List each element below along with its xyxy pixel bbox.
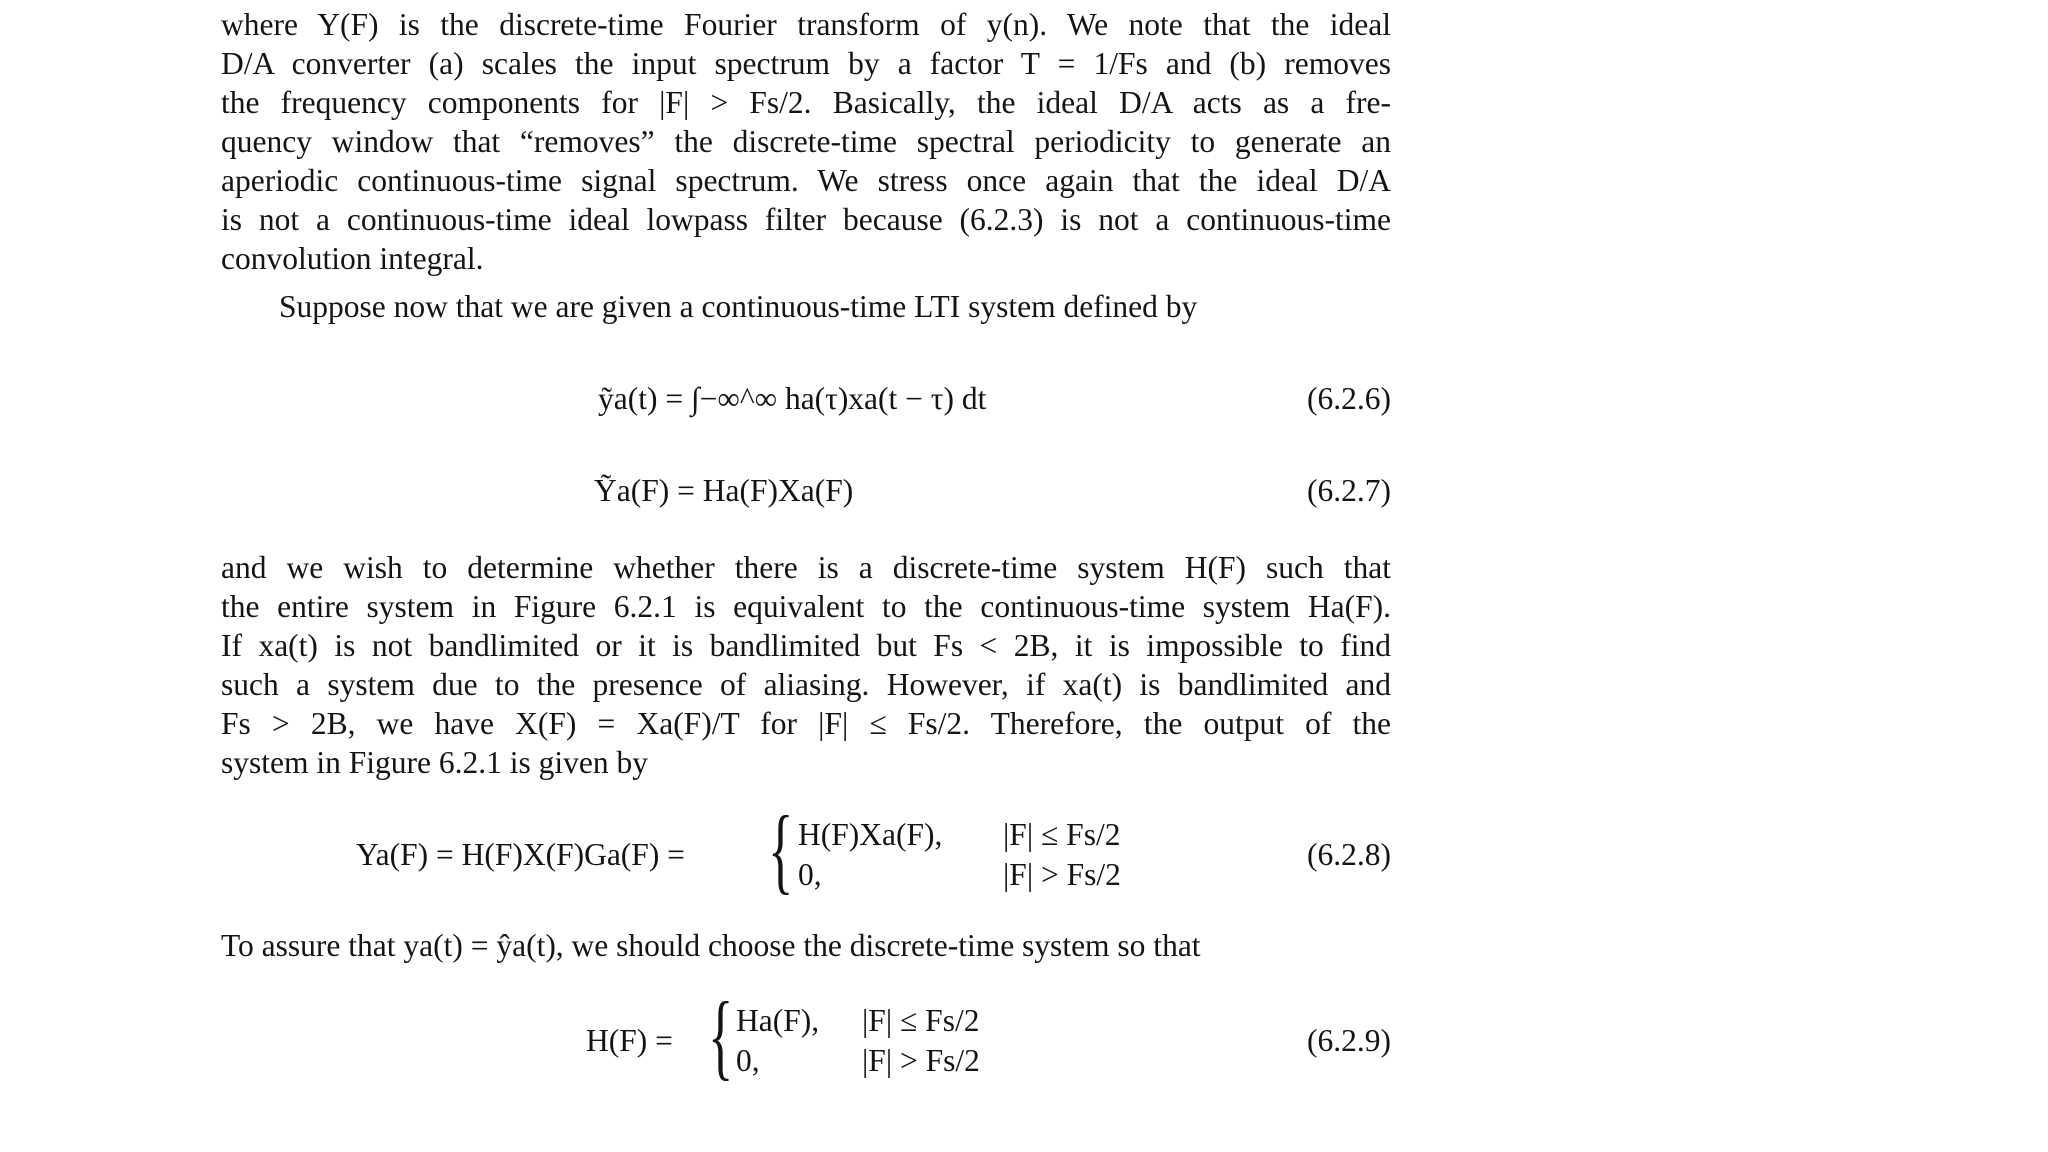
equation-6-2-9-lhs: H(F) = (586, 1023, 673, 1058)
equation-6-2-9-case-2-value: 0, (736, 1043, 760, 1078)
equation-6-2-8-lhs: Ya(F) = H(F)X(F)Ga(F) = (356, 837, 685, 872)
left-brace-icon: { (768, 796, 794, 903)
equation-6-2-8-case-2-value: 0, (798, 857, 822, 892)
paragraph1-line-5: aperiodic continuous-time signal spectrum. We stress once again that the ideal D/A (221, 163, 1391, 198)
paragraph1-line-1: where Y(F) is the discrete-time Fourier transform of y(n). We note that the ideal (221, 7, 1391, 42)
paragraph3-line-2: the entire system in Figure 6.2.1 is equivalent to the continuous-time system Ha(F). (221, 589, 1391, 624)
paragraph3-line-6: system in Figure 6.2.1 is given by (221, 745, 648, 780)
paragraph1-line-3: the frequency components for |F| > Fs/2. Basically, the ideal D/A acts as a fre- (221, 85, 1391, 120)
equation-number-6-2-7: (6.2.7) (1307, 473, 1391, 508)
paragraph1-line-6: is not a continuous-time ideal lowpass filter because (6.2.3) is not a continuous-time (221, 202, 1391, 237)
equation-6-2-9-case-2-condition: |F| > Fs/2 (862, 1043, 980, 1078)
equation-6-2-7: Ỹa(F) = Ha(F)Xa(F) (594, 473, 854, 508)
paragraph1-line-4: quency window that “removes” the discrete-time spectral periodicity to generate an (221, 124, 1391, 159)
equation-6-2-8-case-1-value: H(F)Xa(F), (798, 817, 943, 852)
paragraph2-line-1: Suppose now that we are given a continuous-time LTI system defined by (279, 289, 1198, 324)
equation-6-2-8-case-2-condition: |F| > Fs/2 (1003, 857, 1121, 892)
equation-6-2-6: ỹa(t) = ∫−∞^∞ ha(τ)xa(t − τ) dt (598, 381, 987, 416)
equation-6-2-9-case-1-condition: |F| ≤ Fs/2 (862, 1003, 980, 1038)
paragraph3-line-1: and we wish to determine whether there is a discrete-time system H(F) such that (221, 550, 1391, 585)
paragraph1-line-2: D/A converter (a) scales the input spectrum by a factor T = 1/Fs and (b) removes (221, 46, 1391, 81)
equation-number-6-2-9: (6.2.9) (1307, 1023, 1391, 1058)
paragraph3-line-5: Fs > 2B, we have X(F) = Xa(F)/T for |F| ≤ Fs/2. Therefore, the output of the (221, 706, 1391, 741)
paragraph1-line-7: convolution integral. (221, 241, 484, 276)
equation-6-2-8-case-1-condition: |F| ≤ Fs/2 (1003, 817, 1121, 852)
left-brace-icon: { (708, 982, 734, 1089)
equation-number-6-2-8: (6.2.8) (1307, 837, 1391, 872)
paragraph3-line-4: such a system due to the presence of aliasing. However, if xa(t) is bandlimited and (221, 667, 1391, 702)
paragraph4-line-1: To assure that ya(t) = ŷa(t), we should choose the discrete-time system so that (221, 928, 1201, 963)
equation-number-6-2-6: (6.2.6) (1307, 381, 1391, 416)
paragraph3-line-3: If xa(t) is not bandlimited or it is bandlimited but Fs < 2B, it is impossible to find (221, 628, 1391, 663)
equation-6-2-9-case-1-value: Ha(F), (736, 1003, 820, 1038)
